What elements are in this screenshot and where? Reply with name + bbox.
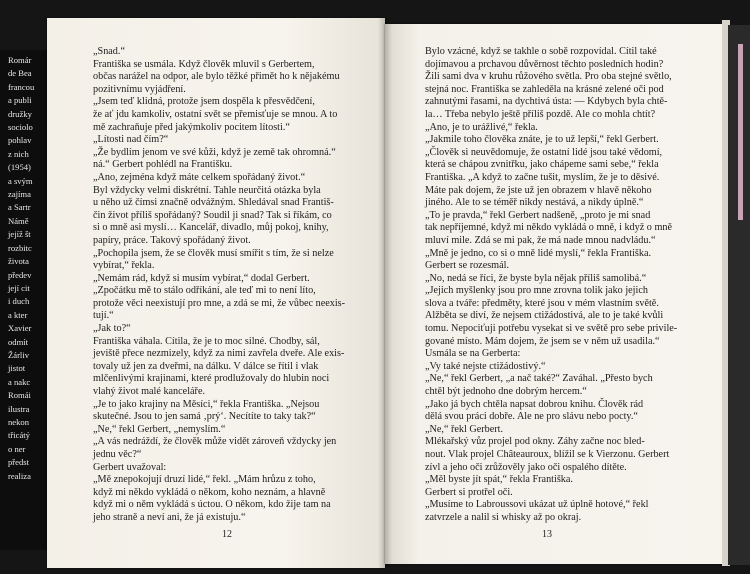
text-line: tak nepříjemné, když mi někdo vykládá o mně, i když o mně (425, 222, 672, 234)
back-book-line: zajíma (8, 189, 31, 200)
text-line: „Lítosti nad čím?“ (93, 134, 169, 146)
text-line: jiného. Ale to se téměř nikdy nestává, a nikdy úplně.“ (425, 197, 644, 209)
text-line: zívl a jeho oči zrůžověly jako oči ospalého dítěte. (425, 461, 627, 473)
text-line: dělá svou práci dobře. Ale ne pro slávu nebo pocty.“ (425, 411, 638, 423)
text-line: „Jsem teď klidná, protože jsem dospěla k přesvědčení, (93, 96, 315, 108)
text-line: když mi někdo vykládá o někom, koho neznám, a hlavně (93, 486, 326, 498)
text-line: „Jejich myšlenky jsou pro mne zrovna tolik jako jejich (425, 285, 648, 297)
back-book-text (8, 54, 48, 481)
text-line: protože věci neexistují pro mne, a zdá se mi, že vůbec neexis- (93, 297, 346, 309)
text-line: „Jakmile toho člověka znáte, je to už lepší,“ řekl Gerbert. (425, 134, 659, 146)
text-line: „Ne,“ řekl Gerbert, „nemyslím.“ (93, 423, 226, 435)
text-line: která se chápou zvnitřku, jako chápeme sami sebe,“ řekla (425, 159, 659, 171)
text-line: „Zpočátku mě to stálo odříkání, ale teď mi to není líto, (93, 285, 316, 297)
text-line: „No, nedá se říci, že byste byla nějak příliš samolibá.“ (425, 272, 647, 284)
text-line: „Že bydlím jenom ve své kůži, když je země tak ohromná.“ (93, 146, 336, 158)
text-line: Alžběta se diví, že nejsem ctižádostivá, ale to je také kvůli (425, 310, 664, 322)
back-book-line: (1954) (8, 162, 31, 173)
back-book-line: de Bea (8, 68, 32, 79)
text-line: „Nemám rád, když si musím vybírat,“ dodal Gerbert. (93, 272, 310, 284)
text-line: Gerbert uvažoval: (93, 461, 167, 473)
back-book-line: a Sartr (8, 202, 31, 213)
back-book-line: jejíž št (8, 229, 31, 240)
text-line: „Ano, zejména když máte celkem spořádaný život.“ (93, 171, 306, 183)
text-line: „A vás nedráždí, že člověk může vidět zároveň vždycky jen (93, 436, 337, 448)
back-book-line: Žárliv (8, 349, 29, 360)
back-book-line: Námě (8, 215, 29, 226)
text-line: „Měl byste jít spát,“ řekla Františka. (425, 474, 573, 486)
text-line: slova a tváře: předměty, které jsou v mém vlastním světě. (425, 297, 659, 309)
text-line: stejná noc. Františka se zahleděla na krásné zelené oči pod (425, 83, 664, 95)
back-book-line: rozbitc (8, 242, 32, 253)
back-book-line: francou (8, 81, 35, 92)
back-book-line: z nich (8, 148, 29, 159)
back-book-line: předev (8, 269, 32, 280)
right-page-text (425, 46, 703, 525)
text-line: ná.“ Gerbert pohlédl na Františku. (93, 159, 233, 171)
back-book-line: života (8, 256, 29, 267)
text-line: jednu věc?“ (93, 449, 142, 460)
text-line: si o mně asi myslí… Kancelář, divadlo, můj pokoj, knihy, (93, 222, 329, 234)
back-book-line: třicátý (8, 430, 30, 441)
text-line: Františka. „A když to začne tušit, myslím, že je to děsivé. (425, 171, 660, 183)
text-line: mluví mile. Zdá se mi pak, že má nade mnou nadvládu.“ (425, 234, 656, 246)
back-book-line: o ner (8, 443, 26, 454)
text-line: Gerbert si protřel oči. (425, 486, 513, 498)
text-line: vlahý život malé kanceláře. (93, 386, 206, 398)
text-line: chtěl být jednoho dne dobrým hercem.“ (425, 386, 587, 398)
back-book-line: odmít (8, 336, 29, 347)
text-line: la… Třeba nebylo ještě příliš pozdě. Ale co mohla chtít? (425, 108, 656, 120)
text-line: Usmála se na Gerberta: (425, 348, 521, 360)
text-line: když mi o něm vykládá s úctou. O někom, kdo žije tam na (93, 499, 331, 511)
text-line: občas narážel na odpor, ale bylo těžké přimět ho k nějakému (93, 71, 340, 83)
text-line: tovaly už jen za dveřmi, na dálku. V dálce se řítil i vlak (93, 360, 319, 372)
text-line: „Mě znepokojují druzí lidé,“ řekl. „Mám hrůzu z toho, (93, 474, 316, 486)
text-line: mě zachraňuje před jakýmkoliv pocitem lítosti.“ (93, 121, 290, 133)
back-book-line: a svým (8, 175, 33, 186)
back-book-line: i duch (8, 296, 30, 307)
text-line: „Mně je jedno, co si o mně lidé myslí,“ řekla Františka. (425, 247, 652, 259)
back-book-line: a kter (8, 309, 28, 320)
back-book-line: Romái (8, 390, 31, 401)
text-line: Františka se usmála. Když člověk mluvil s Gerbertem, (93, 58, 315, 70)
text-line: „Pochopila jsem, že se člověk musí smířit s tím, že si nelze (93, 247, 334, 259)
text-line: Bylo vzácné, když se takhle o sobě rozpovídal. Cítil také (425, 46, 657, 57)
back-book-line: Xavier (8, 323, 32, 334)
text-line: Máte pak dojem, že jste už jen obrazem v hlavě někoho (425, 184, 652, 196)
back-book-line: ilustra (8, 403, 30, 414)
text-line: jeviště přece nezmizely, když za nimi zavřela dveře. Ale exis- (93, 348, 345, 360)
text-line: „Jako já bych chtěla napsat dobrou knihu. Člověk rád (425, 398, 644, 410)
text-line: Mlékařský vůz projel pod okny. Záhy začne noc bled- (425, 436, 645, 448)
back-book-line: její cit (8, 282, 30, 293)
book-gutter (378, 18, 392, 568)
text-line: Gerbert se rozesmál. (425, 260, 510, 272)
text-line: Františka váhala. Cítila, že je to moc silné. Chodby, sál, (93, 335, 320, 347)
text-line: čin život příliš spořádaný? Soudil ji snad? Tak si říkám, co (93, 209, 332, 221)
text-line: gované místo. Mám dojem, že jsem se v něm už usadila.“ (425, 335, 660, 347)
text-line: pozitivnímu vyjádření. (93, 83, 186, 95)
back-book-line: Romár (8, 55, 32, 65)
text-line: skutečné. Jsou to jen samá ‚prý‘. Necítíte to taky tak?“ (93, 411, 316, 423)
text-line: mlčenlivými krajinami, které prodlužovaly do hlubin noci (93, 373, 330, 385)
text-line: zatvrzele a nalil si whisky až po okraj. (425, 511, 582, 523)
text-line: „Ano, je to urážlivé,“ řekla. (425, 121, 538, 133)
text-line: vybírat,“ řekla. (93, 260, 155, 272)
back-book-line: družky (8, 108, 32, 119)
text-line: „Je to jako krajiny na Měsíci,“ řekla Františka. „Nejsou (93, 398, 320, 410)
back-book-line: předst (8, 457, 30, 468)
back-book-line: jistot (8, 363, 26, 374)
text-line: jeho straně a neví ani, že já existuju.“ (93, 511, 246, 523)
text-line: papíry, práce. Takový spořádaný život. (93, 234, 251, 246)
text-line: u něho už čímsi značně odvážným. Shledával snad Františ- (93, 197, 334, 209)
text-line: „To je pravda,“ řekl Gerbert nadšeně, „proto je mi snad (425, 209, 651, 221)
text-line: dojímavou a prchavou důvěrnost těchto posledních hodin? (425, 58, 664, 70)
text-line: zahnutými řasami, na dychtivá ústa: — Kdybych byla chtě- (425, 96, 668, 108)
text-line: nout. Vlak projel Châteauroux, blížil se k Vierzonu. Gerbert (425, 449, 670, 460)
back-book-line: pohlav (8, 135, 32, 146)
back-book-line: a publi (8, 95, 32, 106)
back-book-line: sociolo (8, 122, 33, 133)
text-line: tomu. Nepociťuji potřebu vysekat si ve světě pro sebe privile- (425, 323, 678, 335)
text-line: tují.“ (93, 310, 114, 322)
text-line: „Vy také nejste ctižádostivý.“ (425, 360, 546, 372)
bookmark-strip (738, 44, 743, 220)
back-book-line: a nakc (8, 376, 31, 387)
text-line: „Musíme to Labroussovi ukázat už úplně hotové,“ řekl (425, 499, 649, 511)
text-line: Byl vždycky velmi diskrétní. Tahle neurčitá otázka byla (93, 184, 321, 196)
text-line: „Snad.“ (93, 46, 125, 57)
text-line: Žili sami dva v kruhu růžového světla. Pro oba stejné světlo, (425, 71, 672, 83)
text-line: „Ne,“ řekl Gerbert, „a nač také?“ Zaváhal. „Přesto bych (425, 373, 653, 385)
left-page-text (93, 46, 369, 525)
text-line: že ať jdu kamkoliv, ostatní svět se přemisťuje se mnou. A to (93, 108, 338, 120)
back-book-line: realiza (8, 470, 31, 481)
right-page-number: 13 (542, 529, 552, 540)
text-line: „Jak to?“ (93, 323, 131, 335)
text-line: „Člověk si neuvědomuje, že ostatní lidé jsou také vědomí, (425, 146, 663, 158)
text-line: „Ne,“ řekl Gerbert. (425, 423, 504, 435)
back-book-line: nekon (8, 416, 30, 427)
left-page-number: 12 (222, 529, 232, 540)
